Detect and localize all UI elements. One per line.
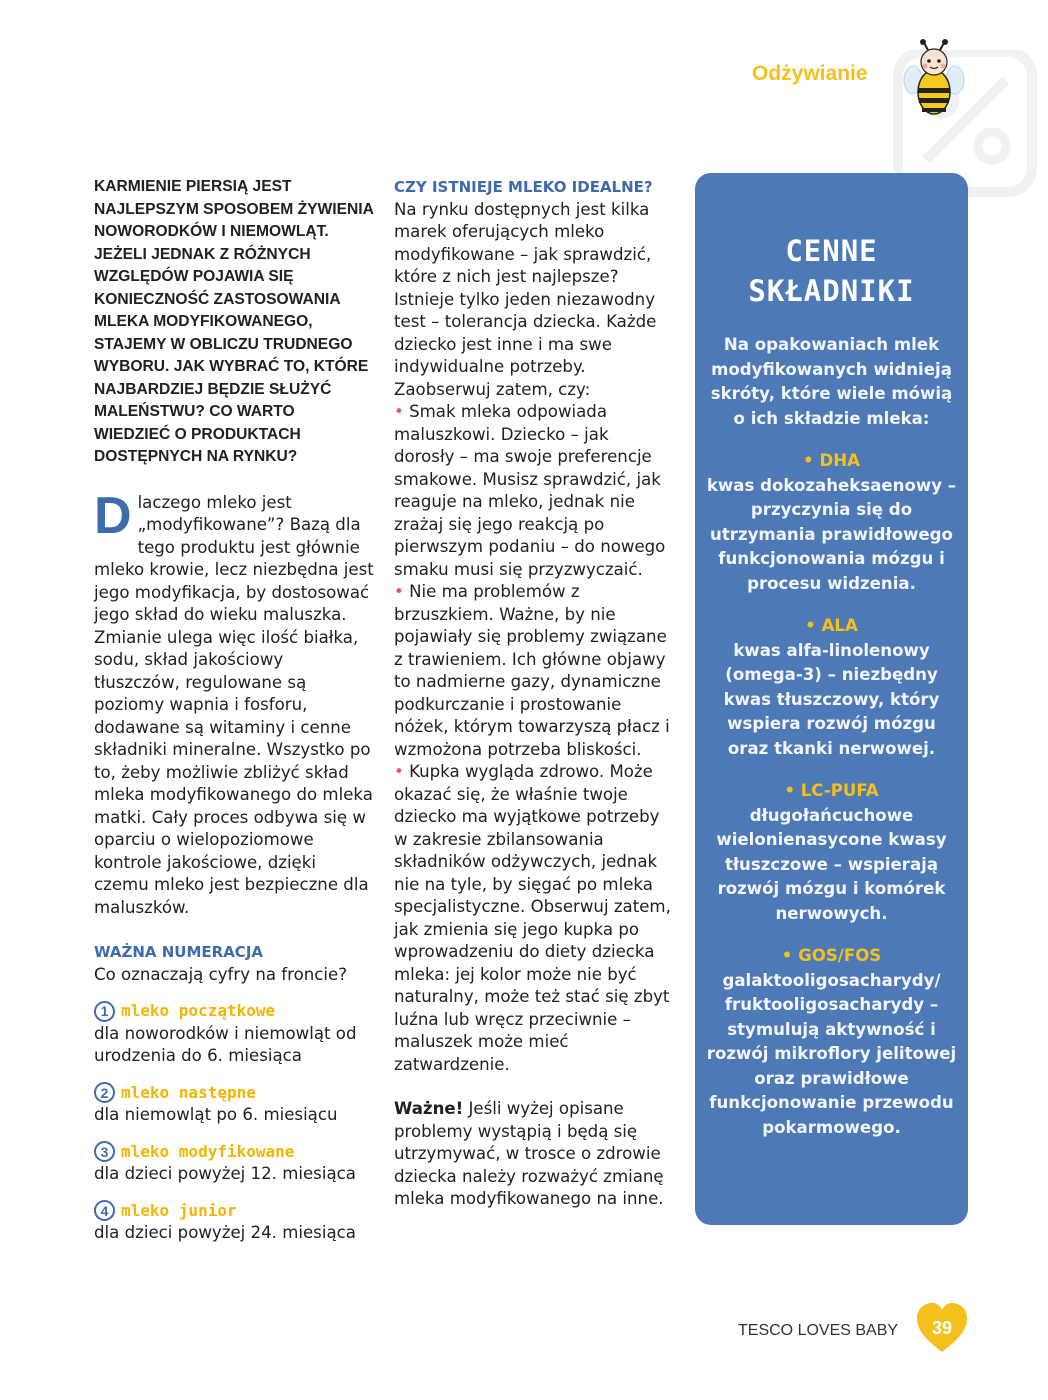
body-paragraph (94, 486, 374, 920)
numbering-label: mleko następne (121, 1082, 256, 1102)
numbering-intro: Co oznaczają cyfry na froncie? (94, 964, 347, 984)
bee-icon (903, 38, 965, 118)
ingredient-name: • DHA (803, 451, 860, 470)
ingredient-item (705, 944, 958, 1140)
middle-heading: CZY ISTNIEJE MLEKO IDEALNE? (394, 178, 653, 196)
ingredient-desc: galaktooligosacharydy/ fruktooligosacharydy – stymulują aktywność i rozwój mikroflory jelitowej oraz prawidłowe funkcjonowanie przewodu pokarmowego. (706, 970, 957, 1137)
middle-column (394, 176, 674, 1211)
ingredient-name: • LC-PUFA (784, 781, 879, 800)
page-number: 39 (931, 1318, 953, 1338)
footer-brand: TESCO LOVES BABY (738, 1322, 899, 1339)
drop-cap: D (94, 486, 132, 545)
number-3-icon: 3 (94, 1141, 115, 1162)
bullet-dot-icon: • (394, 402, 404, 421)
important-note (394, 1098, 674, 1211)
numbering-label: mleko początkowe (121, 1001, 276, 1020)
ingredients-sidebar (695, 173, 968, 1225)
important-text: Jeśli wyżej opisane problemy wystąpią i będą się utrzymywać, w trosce o zdrowie dziecka należy rozważyć zmianę mleka modyfikowanego na inne. (394, 1099, 664, 1208)
ingredient-desc: kwas alfa-linolenowy (omega-3) – niezbędny kwas tłuszczowy, który wspiera rozwój mózgu oraz tkanki nerwowej. (723, 640, 940, 758)
numbering-item (94, 1200, 374, 1245)
ingredient-item (705, 779, 958, 926)
body-text: laczego mleko jest „modyfikowane”? Bazą dla tego produktu jest głównie mleko krowie, lecz niezbędna jest jego modyfikacja, by dostosować jego skład do wieku maluszka. Zmianie ulega więc ilość białka, sodu, skład jakościowy tłuszczów, regulowane są poziomy wapnia i fosforu, dodawane są witaminy i cenne składniki mineralne. Wszystko po to, żeby możliwie zbliżyć skład mleka modyfikowanego do mleka matki. Cały proces odbywa się w oparciu o wielopoziomowe kontrole jakościowe, dzięki czemu mleko jest bezpieczne dla maluszków. (94, 492, 374, 917)
number-1-icon: 1 (94, 1001, 115, 1022)
numbering-desc: dla dzieci powyżej 24. miesiąca (94, 1223, 356, 1242)
left-column (94, 176, 374, 1245)
numbering-heading: WAŻNA NUMERACJA (94, 943, 264, 961)
important-label: Ważne! (394, 1099, 464, 1118)
numbering-desc: dla dzieci powyżej 12. miesiąca (94, 1164, 356, 1183)
bullet-item: • Smak mleka odpowiada maluszkowi. Dziecko – jak dorosły – ma swoje preferencje smakowe. Musisz sprawdzić, jak reaguje na mleko, jednak nie zrażaj się jego reakcją po pierwszym podaniu – do nowego smaku musi się przyzwyczaić. (394, 402, 666, 579)
bullet-item: • Kupka wygląda zdrowo. Może okazać się, że właśnie twoje dziecko ma wyjątkowe potrzeby w zakresie zbilansowania składników odżywczych, jednak nie na tyle, by sięgać po mleka specjalistyczne. Obserwuj zatem, jak zmienia się jego kupka po wprowadzeniu do diety dziecka mleka: jej kolor może nie być naturalny, może też stać się zbyt luźna lub wręcz przeciwnie – maluszek może mieć zatwardzenie. (394, 762, 671, 1074)
middle-intro: Na rynku dostępnych jest kilka marek oferujących mleko modyfikowane – jak sprawdzić, które z nich jest najlepsze? Istnieje tylko jeden niezawodny test – tolerancja dziecka. Każde dziecko jest inne i ma swe indywidualne potrzeby. Zaobserwuj zatem, czy: (394, 199, 657, 399)
section-title: Odżywianie (752, 62, 868, 85)
numbering-desc: dla noworodków i niemowląt od urodzenia do 6. miesiąca (94, 1023, 357, 1065)
numbering-label: mleko junior (121, 1200, 237, 1220)
bullet-dot-icon: • (394, 762, 404, 781)
numbering-item (94, 1082, 374, 1127)
number-2-icon: 2 (94, 1082, 115, 1103)
ingredient-name: • GOS/FOS (781, 946, 882, 965)
numbering-label: mleko modyfikowane (121, 1141, 295, 1161)
numbering-item (94, 1141, 374, 1186)
sidebar-intro: Na opakowaniach mlek modyfikowanych widnieją skróty, które wiele mówią o ich składzie mleka: (710, 335, 953, 428)
ingredient-item (705, 449, 958, 596)
number-4-icon: 4 (94, 1200, 115, 1221)
ingredient-desc: długołańcuchowe wielonienasycone kwasy tłuszczowe – wspierają rozwój mózgu i komórek nerwowych. (716, 805, 947, 923)
ingredient-name: • ALA (805, 616, 858, 635)
ingredient-desc: kwas dokozaheksaenowy – przyczynia się do utrzymania prawidłowego funkcjonowania mózgu i procesu widzenia. (706, 475, 957, 593)
bullet-dot-icon: • (394, 582, 404, 601)
lead-paragraph: KARMIENIE PIERSIĄ JEST NAJLEPSZYM SPOSOBEM ŻYWIENIA NOWORODKÓW I NIEMOWLĄT. JEŻELI JEDNAK Z RÓŻNYCH WZGLĘDÓW POJAWIA SIĘ KONIECZNOŚĆ ZASTOSOWANIA MLEKA MODYFIKOWANEGO, STAJEMY W OBLICZU TRUDNEGO WYBORU. JAK WYBRAĆ TO, KTÓRE NAJBARDZIEJ BĘDZIE SŁUŻYĆ MALEŃSTWU? CO WARTO WIEDZIEĆ O PRODUKTACH DOSTĘPNYCH NA RYNKU? (94, 178, 374, 465)
numbering-item (94, 1000, 374, 1068)
bullet-item: • Nie ma problemów z brzuszkiem. Ważne, by nie pojawiały się problemy związane z trawieniem. Ich główne objawy to nadmierne gazy, dynamiczne podkurczanie i prostowanie nóżek, którym towarzyszą płacz i wzmożona potrzeba bliskości. (394, 582, 670, 759)
ingredient-item (705, 614, 958, 761)
sidebar-title: CENNE SKŁADNIKI (748, 234, 915, 308)
numbering-desc: dla niemowląt po 6. miesiącu (94, 1105, 338, 1124)
